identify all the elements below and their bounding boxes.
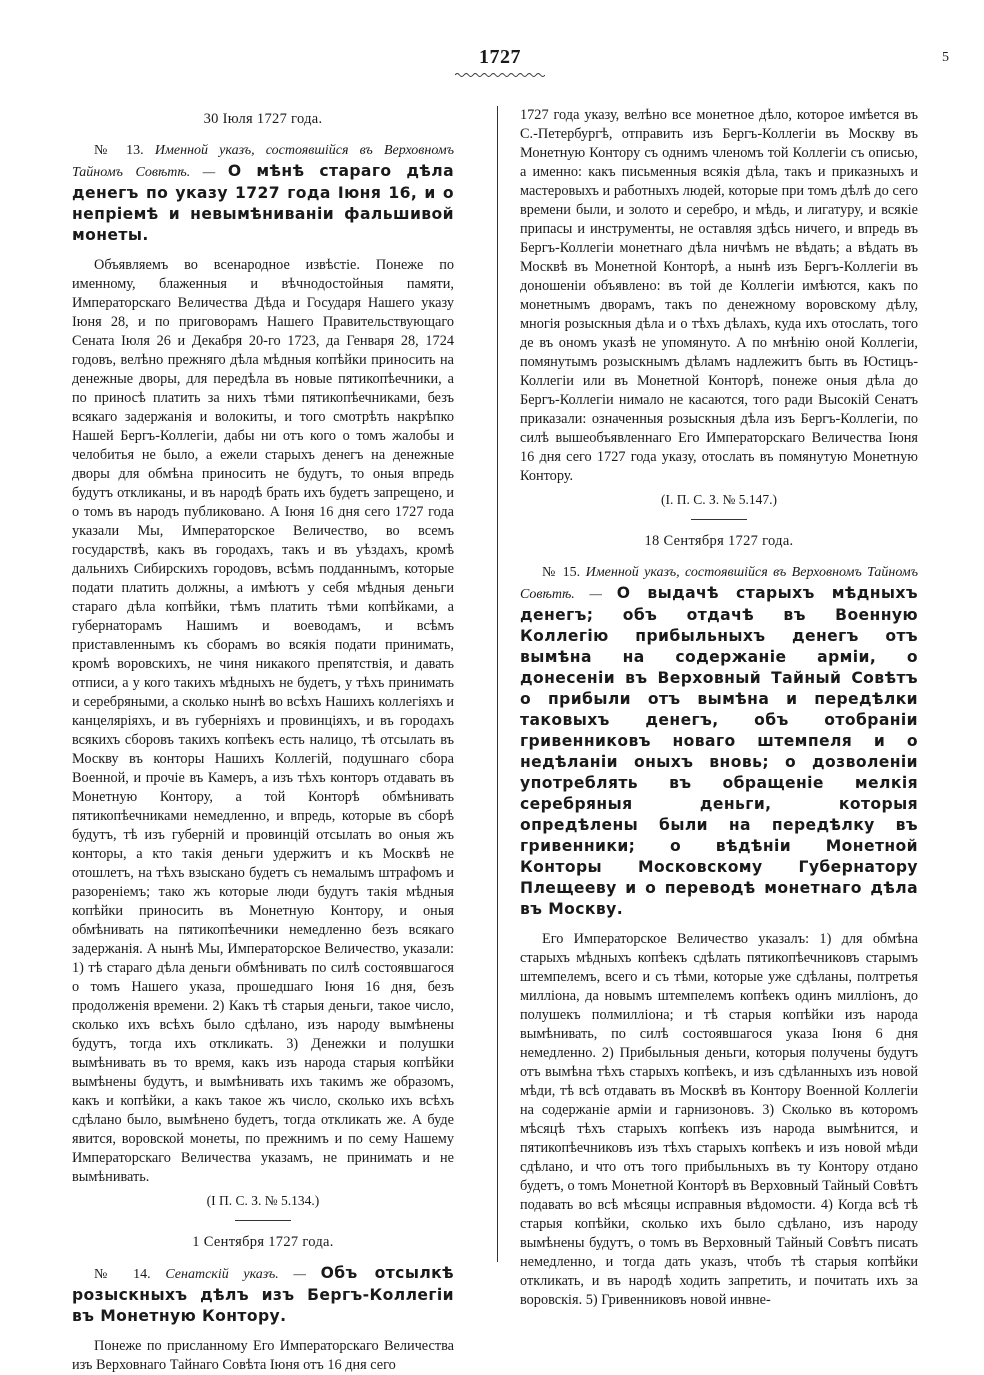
doc15-kind: Именной указъ, состоявшійся въ Верховномъ Тайномъ Совѣтѣ. — bbox=[520, 565, 919, 602]
doc14-body-continued: 1727 года указу, велѣно все монетное дѣло, которое имѣется въ С.-Петербургѣ, отправить изъ Бергъ-Коллегіи въ Москву въ Монетную Контору съ однимъ членомъ той Коллегіи съ описью, а именно: какъ письменныя всякія дѣла, такъ и приказныхъ и мастеровыхъ и работныхъ людей, которые при томъ дѣлѣ до сего времени были, и золото и серебро, и мѣдь, и лигатуру, и всякіе припасы и инструменты, не оставляя здѣсь ничего, и впредь въ Бергъ-Коллегіи монетнаго дѣла ничѣмъ не вѣдать; а вѣдать въ Москвѣ въ Монетной Конторѣ, а нынѣ изъ Бергъ-Коллегіи въ доношеніи объявлено: въ той де Коллегіи имѣются, какъ по монетнымъ дворамъ, такъ по денежному воровскому дѣлу, многія розыскныя дѣла и о тѣхъ дѣлахъ, куда ихъ отослать, того де въ ономъ указѣ не упомянуто. А по мнѣнію оной Коллегіи, помянутымъ розыскнымъ дѣламъ надлежитъ быть въ Юстицъ-Коллегіи или въ Монетной Конторѣ, понеже оныя дѣла до Бергъ-Коллегіи нимало не касаются, того ради Высокій Сенатъ приказали: означенныя розыскныя дѣла изъ Бергъ-Коллегіи, по силѣ вышеобъявленнаго Его Императорскаго Величества Іюня 16 дня сего 1727 года указу, отослать въ помянутую Монетную Контору. bbox=[520, 107, 918, 484]
column-divider bbox=[497, 106, 498, 1262]
page-number: 5 bbox=[942, 50, 949, 65]
running-head bbox=[0, 46, 984, 86]
doc13-heading bbox=[72, 140, 454, 246]
doc14-source: (І. П. С. З. № 5.147.) bbox=[660, 492, 777, 507]
doc14-body-start: Понеже по присланному Его Императорскаго Величества изъ Верховнаго Тайнаго Совѣта Іюня отъ 16 дня сего bbox=[72, 1338, 454, 1373]
year-heading: 1727 bbox=[479, 46, 521, 68]
doc13-date: 30 Іюля 1727 года. bbox=[203, 111, 323, 127]
doc15-title: О выдачѣ старыхъ мѣдныхъ денегъ; объ отдачѣ въ Военную Коллегію прибыльныхъ денегъ отъ вымѣна на содержаніе арміи, о донесеніи въ Верховный Тайный Совѣтъ о прибыли отъ вымѣна и передѣлки таковыхъ денегъ, объ отобраніи гривенниковъ новаго штемпеля и о недѣланіи оныхъ вновь; о дозволеніи употреблять въ обращеніе мелкія серебряныя деньги, которыя опредѣлены были на передѣлку въ гривенники; о вѣдѣніи Монетной Конторы Московскому Губернатору Плещееву и о переводѣ монетнаго дѣла въ Москву. bbox=[520, 584, 918, 918]
doc13-title: О мѣнѣ стараго дѣла денегъ по указу 1727 года Іюня 16, и о непріемѣ и невымѣниваніи фальшивой монеты. bbox=[72, 162, 454, 244]
doc13-source: (І П. С. З. № 5.134.) bbox=[206, 1193, 320, 1208]
doc14-title: Объ отсылкѣ розыскныхъ дѣлъ изъ Бергъ-Коллегіи въ Монетную Контору. bbox=[72, 1264, 455, 1325]
section-divider bbox=[691, 519, 747, 520]
right-column bbox=[520, 106, 918, 1310]
left-column bbox=[72, 106, 454, 1375]
doc15-date: 18 Сентября 1727 года. bbox=[644, 533, 794, 549]
doc15-number: № 15. bbox=[542, 565, 581, 580]
doc13-body: Объявляемъ во всенародное извѣстіе. Понеже по именному, блаженныя и вѣчнодостойныя памяти, Императорскаго Величества Дѣда и Государя Нашего указу Іюня 28, и по приговорамъ Нашего Правительствующаго Сената Іюля 26 и Декабря 20-го 1723, да Генваря 28, 1724 годовъ, велѣно прежняго дѣла мѣдныя копѣйки приносить на денежные дворы, для передѣла въ новые пятикопѣечники, а по приносѣ платить за нихъ тѣми пятикопѣечниками, безъ всякаго задержанія и волокиты, и того смотрѣть накрѣпко Нашей Бергъ-Коллегіи, дабы ни отъ кого о томъ жалобы и челобитья не было, а ежели старыхъ денегъ на денежные дворы для обмѣна приносить не будутъ, то оныя впредь будутъ откликаны, и въ народѣ брать ихъ будетъ запрещено, и о томъ въ народъ публиковано. А Іюня 16 дня сего 1727 года указали Мы, Императорское Величество, во всемъ государствѣ, какъ въ городахъ, такъ и въ уѣздахъ, кромѣ дальнихъ Сибирскихъ городовъ, всѣмъ подданнымъ, которые подати платить должны, а имѣютъ у себя мѣдныя деньги стараго дѣла копѣйки, тѣмъ платить тѣми копѣйками, а губернаторамъ Нашимъ и воеводамъ, и всѣмъ приставленнымъ къ сборамъ во всякія подати принимать, кромѣ воровскихъ, не чиня никакого препятствія, и давать отписи, а у кого такихъ мѣдныхъ не будетъ, у тѣхъ принимать и серебряными, а сколько нынѣ во всѣхъ Нашихъ коллегіяхъ и канцеляріяхъ, и въ губерніяхъ и провинціяхъ, и въ городахъ всякихъ сборовъ такихъ копѣекъ есть налицо, тѣ отсылать въ Москву въ конторы Нашихъ Коллегій, подушнаго сбора Военной, и прочіе въ Камеръ, а изъ тѣхъ конторъ отдавать въ Монетную Контору, а той Конторѣ обмѣнивать пятикопѣечниками немедленно, и впредь, которые въ сборѣ будутъ, тѣ изъ губерній и провинцій отсылать во оныя жъ конторы, а кто такія деньги удержитъ и къ Москвѣ не отошлетъ, на тѣхъ взыскано будетъ съ немалымъ штрафомъ и разореніемъ; тако жъ которые люди будутъ такія мѣдныя копѣйки приносить въ Монетную Контору, и оныя обмѣнивать на пятикопѣечники немедленно безъ всякаго задержанія. А нынѣ Мы, Императорское Величество, указали: 1) тѣ стараго дѣла деньги обмѣнивать по силѣ состоявшагося о томъ Нашего указа, прошедшаго Іюня 16 дня, безъ продолженія времени. 2) Какъ тѣ старыя деньги, такое число, сколько ихъ всѣхъ было сдѣлано, изъ народу вымѣнены будутъ, тогда ихъ откликать. 3) Денежки и полушки вымѣнивать въ то время, какъ изъ народа старыя копѣйки вымѣнены будутъ, и вымѣнивать ихъ такимъ же образомъ, какъ и копѣйки, а какъ такое жъ число, сколько ихъ всѣхъ сдѣлано было, вымѣнено будетъ, тогда откликать же. А буде явится, воровской монеты, по прежнимъ и по сему Нашему Императорскаго Величества указамъ, не принимать и не вымѣнивать. bbox=[72, 257, 454, 1185]
section-divider bbox=[235, 1220, 291, 1221]
doc14-date: 1 Сентября 1727 года. bbox=[192, 1234, 334, 1250]
doc14-kind: Сенатскій указъ. — bbox=[165, 1267, 306, 1282]
doc14-heading bbox=[72, 1263, 454, 1327]
wavy-underline-ornament bbox=[455, 72, 545, 78]
doc13-number: № 13. bbox=[94, 143, 144, 158]
doc14-number: № 14. bbox=[94, 1267, 151, 1282]
doc15-heading bbox=[520, 562, 918, 920]
doc15-body: Его Императорское Величество указалъ: 1) для обмѣна старыхъ мѣдныхъ копѣекъ сдѣлать пятикопѣечниковъ старымъ штемпелемъ, всего и съ тѣми, которые уже сдѣланы, полтретья милліона, да новымъ штемпелемъ копѣекъ одинъ милліонъ, до полушекъ полмилліона; и тѣ старыя копѣйки изъ народа вымѣнивать, по силѣ состоявшагося указа Іюня 6 дня немедленно. 2) Прибыльныя деньги, которыя получены будутъ отъ вымѣна тѣхъ старыхъ копѣекъ, и изъ сдѣланныхъ изъ новой мѣди, тѣ всѣ отдавать въ Москвѣ въ Контору Военной Коллегіи на содержаніе арміи и гарнизоновъ. 3) Сколько въ которомъ мѣсяцѣ тѣхъ старыхъ копѣекъ изъ народа вымѣнится, и пятикопѣечниковъ изъ тѣхъ старыхъ копѣекъ и изъ новой мѣди сдѣлано, и что отъ того прибыльныхъ въ ту Контору отдано будетъ, о томъ Монетной Конторѣ въ Верховный Тайный Совѣтъ подавать во всѣ мѣсяцы исправныя вѣдомости. 4) Когда всѣ тѣ старыя копѣйки, сколько ихъ было сдѣлано, изъ народу вымѣнены будутъ, о томъ въ Верховный Тайный Совѣтъ писать немедленно, и тогда дать указъ, чтобъ тѣ старыя копѣйки откликать, и въ народѣ ходить запретить, и почитать ихъ за воровскія. 5) Гривенниковъ новой инвне- bbox=[520, 931, 918, 1308]
doc13-kind: Именной указъ, состоявшійся въ Верховномъ Тайномъ Совѣтѣ. — bbox=[72, 143, 454, 180]
